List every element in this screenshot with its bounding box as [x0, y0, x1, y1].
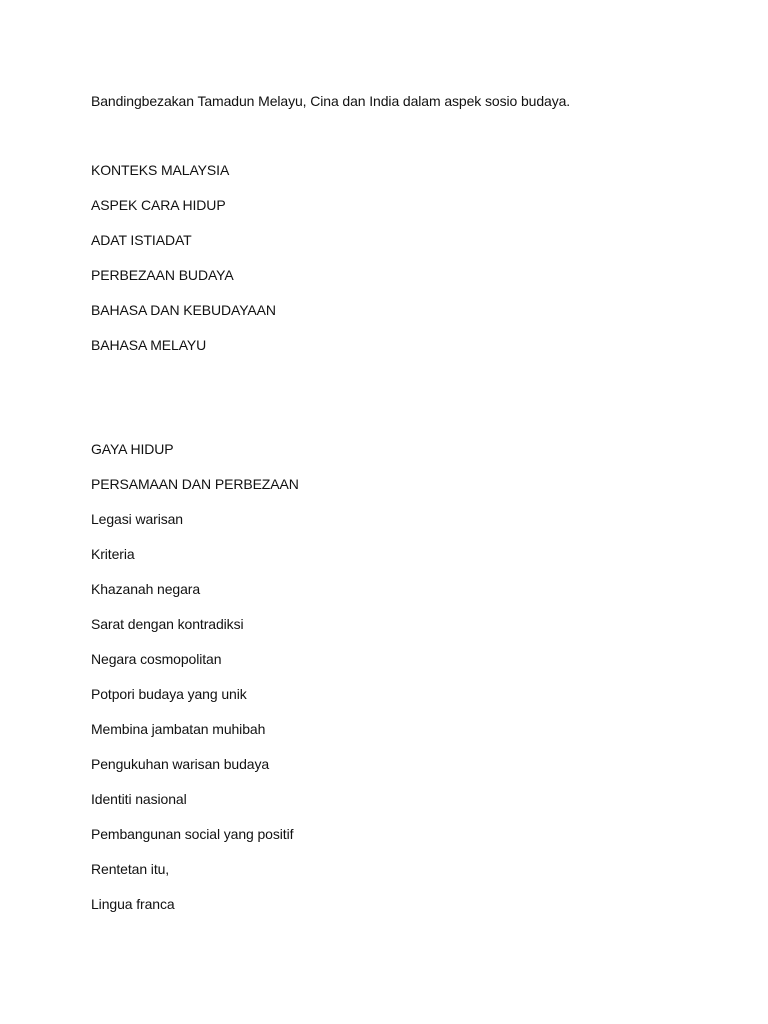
section1-line: PERBEZAAN BUDAYA	[91, 267, 234, 283]
section1-line: ASPEK CARA HIDUP	[91, 197, 226, 213]
section2-line: Kriteria	[91, 546, 135, 562]
section1-line: ADAT ISTIADAT	[91, 232, 192, 248]
section1-line: KONTEKS MALAYSIA	[91, 162, 230, 178]
section2-line: PERSAMAAN DAN PERBEZAAN	[91, 476, 299, 492]
section1-line: BAHASA MELAYU	[91, 337, 207, 353]
document-title: Bandingbezakan Tamadun Melayu, Cina dan India dalam aspek sosio budaya.	[91, 93, 571, 109]
section2-line: Rentetan itu,	[91, 861, 170, 877]
section2-line: Pembangunan social yang positif	[91, 826, 294, 842]
section2-line: Identiti nasional	[91, 791, 187, 807]
section2-line: Khazanah negara	[91, 581, 201, 597]
section2-line: Pengukuhan warisan budaya	[91, 756, 270, 772]
section2-line: Lingua franca	[91, 896, 175, 912]
section2-line: Negara cosmopolitan	[91, 651, 222, 667]
section2-line: Legasi warisan	[91, 511, 183, 527]
section2-line: Potpori budaya yang unik	[91, 686, 247, 702]
section2-line: GAYA HIDUP	[91, 441, 174, 457]
section2-line: Membina jambatan muhibah	[91, 721, 266, 737]
section2-line: Sarat dengan kontradiksi	[91, 616, 244, 632]
section1-line: BAHASA DAN KEBUDAYAAN	[91, 302, 276, 318]
